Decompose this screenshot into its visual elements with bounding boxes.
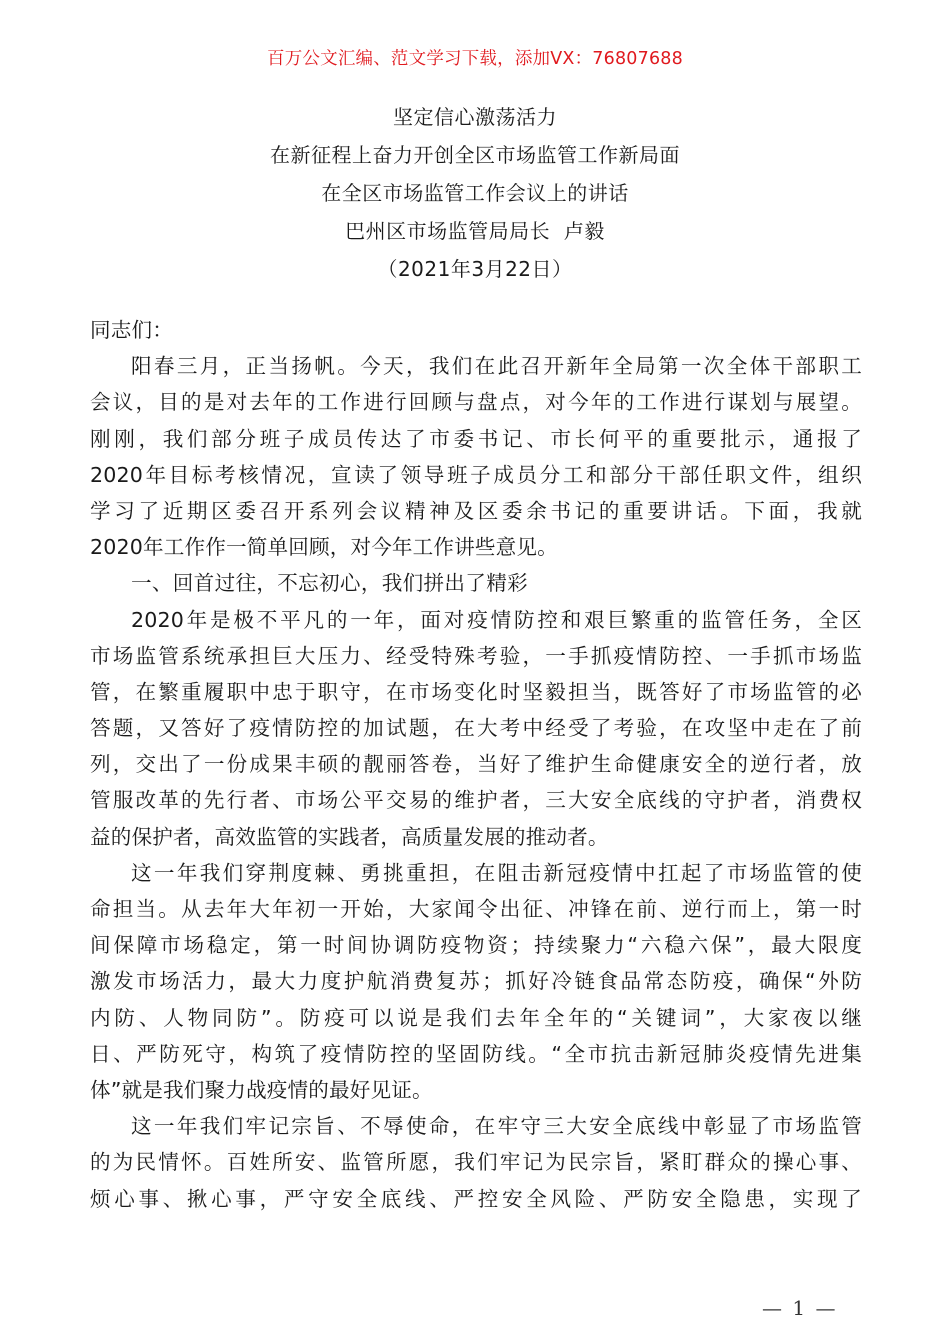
speech-occasion: 在全区市场监管工作会议上的讲话: [321, 181, 629, 205]
speaker-line: 巴州区市场监管局局长 卢毅: [345, 219, 605, 243]
paragraph-line: 这一年我们牢记宗旨、不辱使命，在牢守三大安全底线中彰显了市场监管: [131, 1114, 862, 1139]
document-title-block: [0, 98, 950, 288]
paragraph-line: 阳春三月，正当扬帆。今天，我们在此召开新年全局第一次全体干部职工: [131, 354, 862, 379]
paragraph-line: 学习了近期区委召开系列会议精神及区委余书记的重要讲话。下面，我就: [90, 498, 862, 523]
paragraph-line: 列，交出了一份成果丰硕的靓丽答卷，当好了维护生命健康安全的逆行者，放: [90, 752, 862, 777]
paragraph-line: 2020年工作作一简单回顾，对今年工作讲些意见。: [90, 535, 558, 560]
paragraph-line: 这一年我们穿荆度棘、勇挑重担，在阻击新冠疫情中扛起了市场监管的使: [131, 860, 862, 885]
speech-date: （2021年3月22日）: [377, 257, 573, 281]
paragraph-line: 刚刚，我们部分班子成员传达了市委书记、市长何平的重要批示，通报了: [90, 426, 862, 451]
paragraph-line: 日、严防死守，构筑了疫情防控的坚固防线。“全市抗击新冠肺炎疫情先进集: [90, 1041, 862, 1066]
section-heading: 一、回首过往，不忘初心，我们拼出了精彩: [131, 571, 528, 596]
paragraph-line: 烦心事、揪心事，严守安全底线、严控安全风险、严防安全隐患，实现了: [90, 1186, 862, 1211]
paragraph-line: 管服改革的先行者、市场公平交易的维护者，三大安全底线的守护者，消费权: [90, 788, 862, 813]
paragraph-line: 内防、人物同防”。防疫可以说是我们去年全年的“关键词”，大家夜以继: [90, 1005, 862, 1030]
paragraph-line: 会议，目的是对去年的工作进行回顾与盘点，对今年的工作进行谋划与展望。: [90, 390, 862, 415]
paragraph-line: 管，在繁重履职中忠于职守，在市场变化时坚毅担当，既答好了市场监管的必: [90, 679, 862, 704]
paragraph-line: 2020年是极不平凡的一年，面对疫情防控和艰巨繁重的监管任务，全区: [131, 607, 862, 632]
page-number: — 1 —: [762, 1296, 838, 1320]
paragraph-line: 体”就是我们聚力战疫情的最好见证。: [90, 1077, 433, 1102]
paragraph-line: 答题，又答好了疫情防控的加试题，在大考中经受了考验，在攻坚中走在了前: [90, 716, 862, 741]
paragraph-line: 命担当。从去年大年初一开始，大家闻令出征、冲锋在前、逆行而上，第一时: [90, 897, 862, 921]
paragraph-line: 2020年目标考核情况，宣读了领导班子成员分工和部分干部任职文件，组织: [90, 462, 862, 487]
watermark-banner: 百万公文汇编、范文学习下载，添加VX：76807688: [267, 49, 683, 69]
document-body: [90, 312, 862, 1217]
paragraph-line: 间保障市场稳定，第一时间协调防疫物资；持续聚力“六稳六保”，最大限度: [90, 933, 862, 958]
main-title: 坚定信心激荡活力: [393, 105, 557, 129]
salutation: 同志们：: [90, 318, 173, 342]
paragraph-line: 市场监管系统承担巨大压力、经受特殊考验，一手抓疫情防控、一手抓市场监: [90, 643, 862, 668]
paragraph-line: 的为民情怀。百姓所安、监管所愿，我们牢记为民宗旨，紧盯群众的操心事、: [90, 1150, 862, 1175]
paragraph-line: 激发市场活力，最大力度护航消费复苏；抓好冷链食品常态防疫，确保“外防: [90, 969, 862, 994]
subtitle: 在新征程上奋力开创全区市场监管工作新局面: [270, 143, 680, 167]
paragraph-line: 益的保护者，高效监管的实践者，高质量发展的推动者。: [90, 824, 609, 849]
